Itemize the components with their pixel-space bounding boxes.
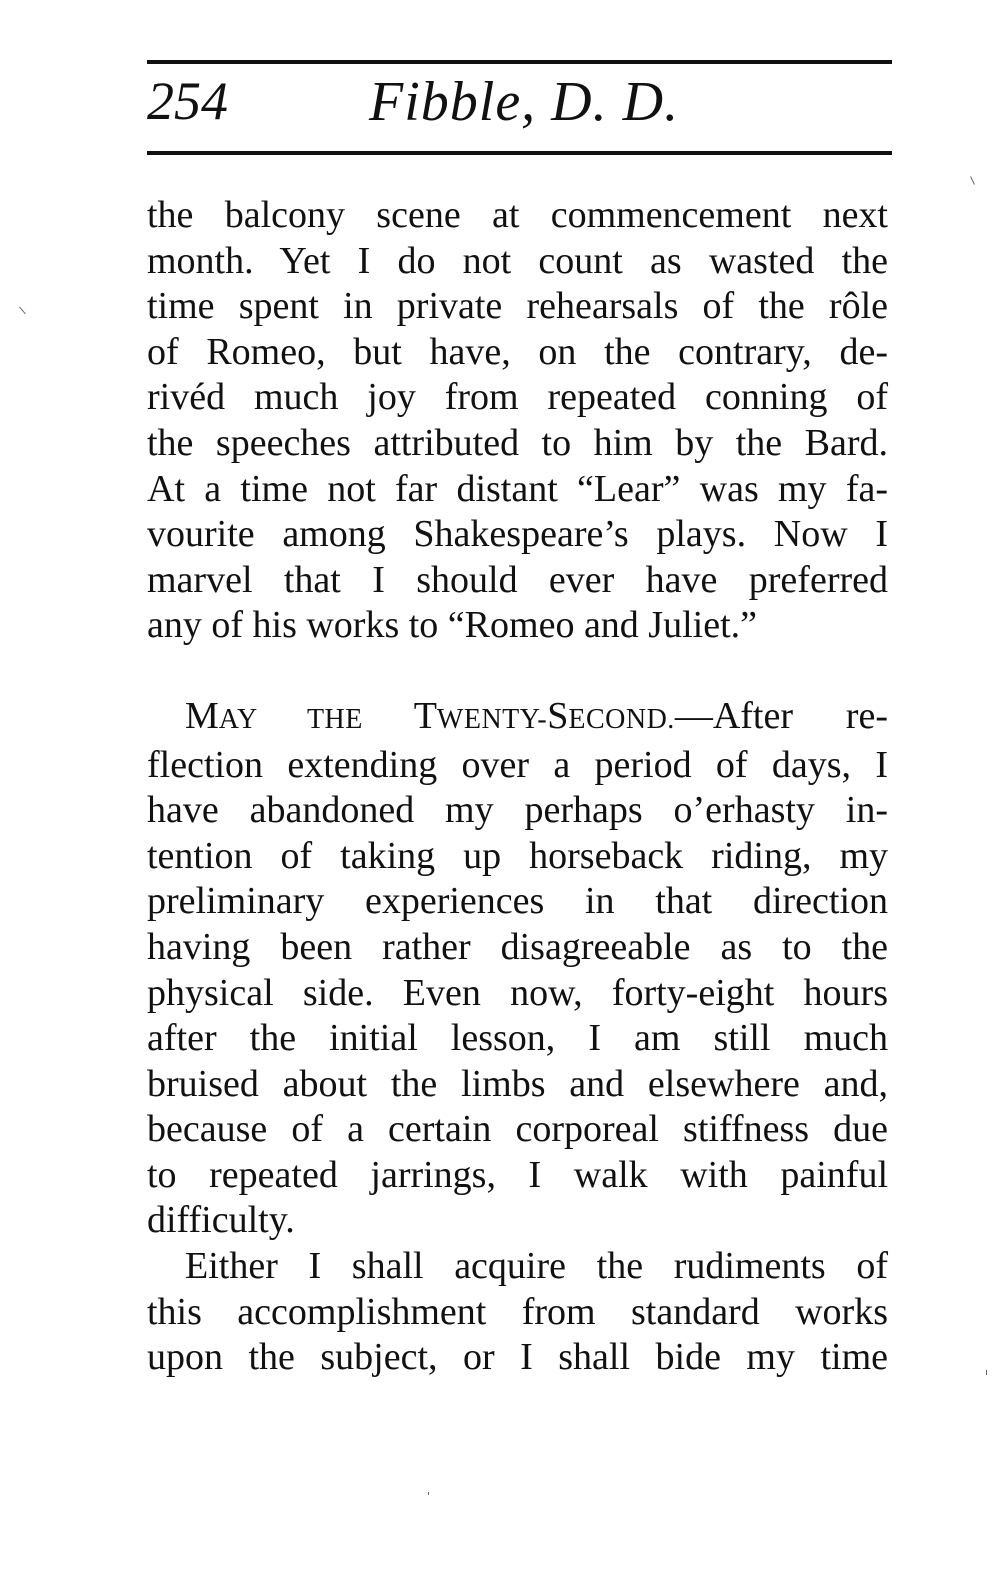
text-line: tention of taking up horseback riding, my: [147, 834, 888, 877]
text-line: preliminary experiences in that direction: [147, 880, 888, 923]
paragraph-balcony: [147, 193, 888, 649]
entry-heading: MAY THE TWENTY-SECOND.: [185, 694, 675, 737]
text-line: difficulty.: [147, 1199, 295, 1242]
page-number: 254: [147, 71, 228, 131]
entry-first-line-text: —After re-: [674, 694, 888, 737]
text-line: month. Yet I do not count as wasted the: [147, 239, 888, 282]
text-line: flection extending over a period of days, I: [147, 743, 888, 786]
text-line: this accomplishment from standard works: [147, 1290, 888, 1333]
text-line: have abandoned my perhaps o’erhasty in-: [147, 789, 888, 832]
scan-speck: [986, 1370, 987, 1375]
running-title: Fibble, D. D.: [369, 71, 680, 133]
header-bottom-rule: [147, 151, 892, 155]
diary-entry-may-22: [147, 694, 888, 1244]
paragraph-either: [147, 1244, 888, 1381]
header-top-rule: [147, 60, 892, 64]
scan-speck: [970, 176, 975, 185]
text-line: having been rather disagreeable as to the: [147, 925, 888, 968]
text-line: Either I shall acquire the rudiments of: [185, 1245, 888, 1288]
running-header: [147, 68, 892, 148]
text-line: rivéd much joy from repeated conning of: [147, 376, 888, 419]
paragraph-spacer: [147, 649, 888, 694]
scan-speck: [19, 307, 26, 315]
text-line: bruised about the limbs and elsewhere and,: [147, 1062, 888, 1105]
text-line: At a time not far distant “Lear” was my fa-: [147, 467, 888, 510]
text-line: time spent in private rehearsals of the rôle: [147, 285, 888, 328]
text-line: any of his works to “Romeo and Juliet.”: [147, 604, 758, 647]
text-line: upon the subject, or I shall bide my time: [147, 1336, 888, 1379]
text-line: marvel that I should ever have preferred: [147, 558, 888, 601]
text-line: after the initial lesson, I am still much: [147, 1017, 888, 1060]
text-line: vourite among Shakespeare’s plays. Now I: [147, 513, 888, 556]
text-line: because of a certain corporeal stiffness due: [147, 1108, 888, 1151]
text-line: the balcony scene at commencement next: [147, 194, 888, 236]
text-line: physical side. Even now, forty-eight hours: [147, 971, 888, 1014]
body-text: [147, 193, 888, 1381]
text-line: the speeches attributed to him by the Bard.: [147, 421, 888, 464]
text-line: to repeated jarrings, I walk with painful: [147, 1153, 888, 1196]
text-line: of Romeo, but have, on the contrary, de-: [147, 330, 888, 373]
entry-first-line: [147, 694, 888, 743]
scan-speck: [428, 1492, 429, 1495]
